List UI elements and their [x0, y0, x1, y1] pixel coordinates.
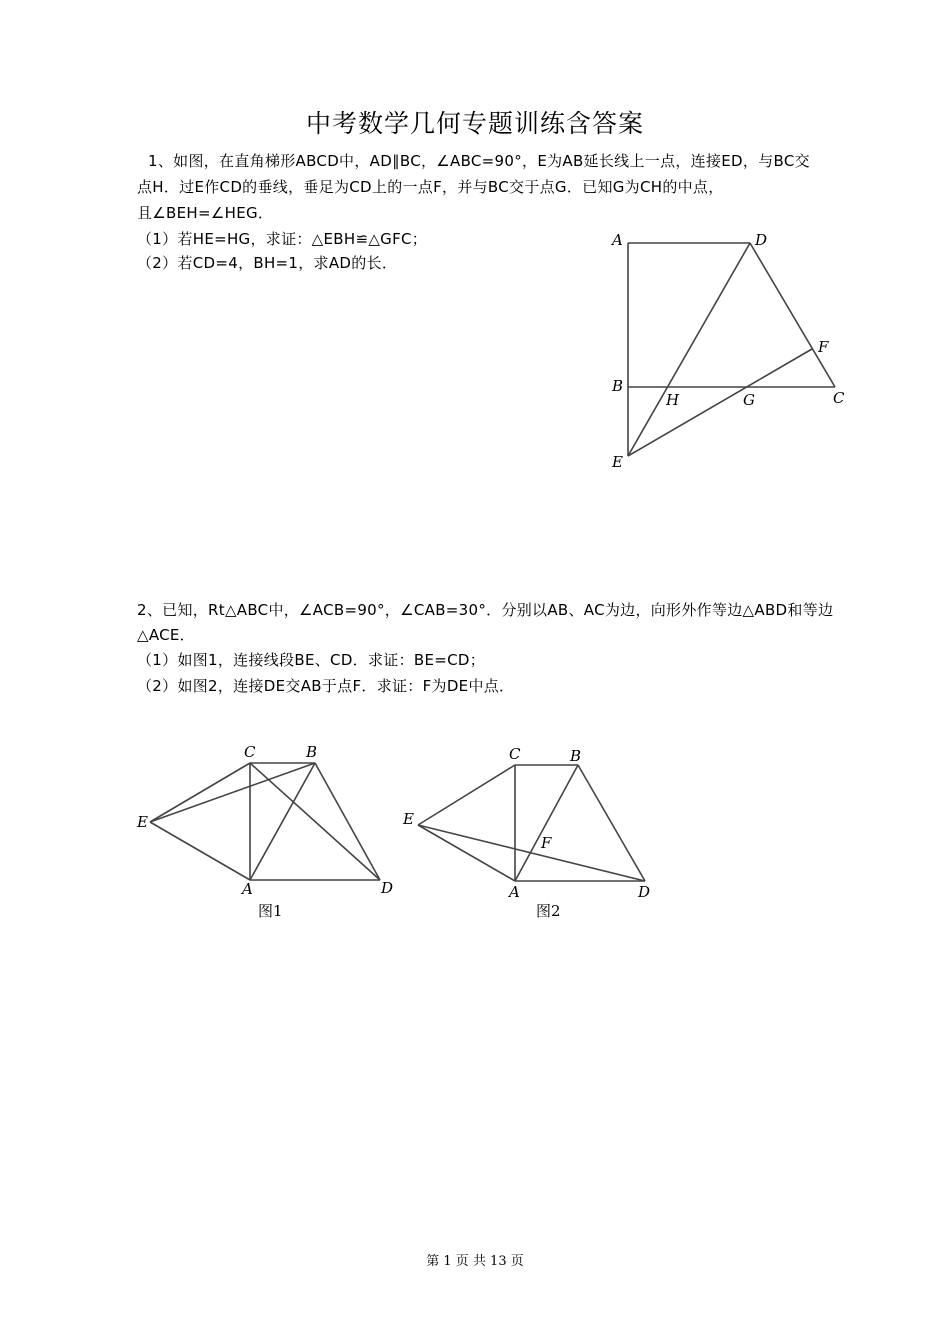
label-e: E	[137, 813, 148, 831]
label-b: B	[612, 377, 624, 395]
segment-ef	[628, 349, 812, 456]
segment-ec	[150, 763, 250, 822]
problem1-part1: （1）若HE=HG，求证：△EBH≌△GFC；	[137, 230, 428, 248]
label-d: D	[755, 231, 768, 249]
problem1-line1: 1、如图，在直角梯形ABCD中，AD∥BC，∠ABC=90°，E为AB延长线上一点，连接ED，与BC交	[148, 152, 810, 170]
label-c: C	[509, 745, 521, 763]
label-d: D	[381, 879, 394, 897]
problem1-figure	[600, 225, 860, 475]
label-g: G	[743, 391, 755, 409]
label-c: C	[244, 743, 256, 761]
segment-ab	[515, 765, 578, 881]
problem2-part1: （1）如图1，连接线段BE、CD．求证：BE=CD；	[137, 651, 486, 669]
segment-ab	[250, 763, 315, 880]
page-title: 中考数学几何专题训练含答案	[305, 109, 644, 138]
segment-ed	[418, 825, 645, 881]
problem1-line2: 点H．过E作CD的垂线，垂足为CD上的一点F，并与BC交于点G．已知G为CH的中点，	[137, 178, 724, 196]
label-b: B	[570, 747, 582, 765]
segment-bd	[578, 765, 645, 881]
label-d: D	[638, 883, 651, 901]
problem2-figure1	[130, 740, 410, 925]
segment-ea	[150, 822, 250, 880]
problem2-part2: （2）如图2，连接DE交AB于点F．求证：F为DE中点．	[137, 677, 515, 695]
figure1-caption: 图1	[258, 902, 283, 920]
label-b: B	[306, 743, 318, 761]
label-f: F	[818, 338, 829, 356]
label-f: F	[541, 834, 552, 852]
problem2-figure2	[395, 740, 675, 925]
problem1-part2: （2）若CD=4，BH=1，求AD的长．	[137, 254, 398, 272]
figure2-caption: 图2	[536, 902, 561, 920]
problem1-line3: 且∠BEH=∠HEG．	[137, 204, 274, 222]
segment-ea	[418, 825, 515, 881]
segment-dc	[750, 243, 835, 387]
label-e: E	[403, 810, 414, 828]
label-e: E	[612, 453, 623, 471]
segment-eb	[150, 763, 315, 822]
label-a: A	[612, 231, 623, 249]
label-h: H	[666, 391, 680, 409]
problem2-line1: 2、已知，Rt△ABC中，∠ACB=90°，∠CAB=30°．分别以AB、AC为边，向形外作等边△ABD和等边	[137, 601, 834, 619]
problem2-line2: △ACE．	[137, 626, 195, 644]
segment-cd	[250, 763, 380, 880]
label-c: C	[833, 389, 845, 407]
segment-ed	[628, 243, 750, 456]
label-a: A	[509, 883, 520, 901]
segment-ec	[418, 765, 515, 825]
page-footer: 第 1 页 共 13 页	[426, 1254, 524, 1269]
segment-bd	[315, 763, 380, 880]
label-a: A	[242, 880, 253, 898]
